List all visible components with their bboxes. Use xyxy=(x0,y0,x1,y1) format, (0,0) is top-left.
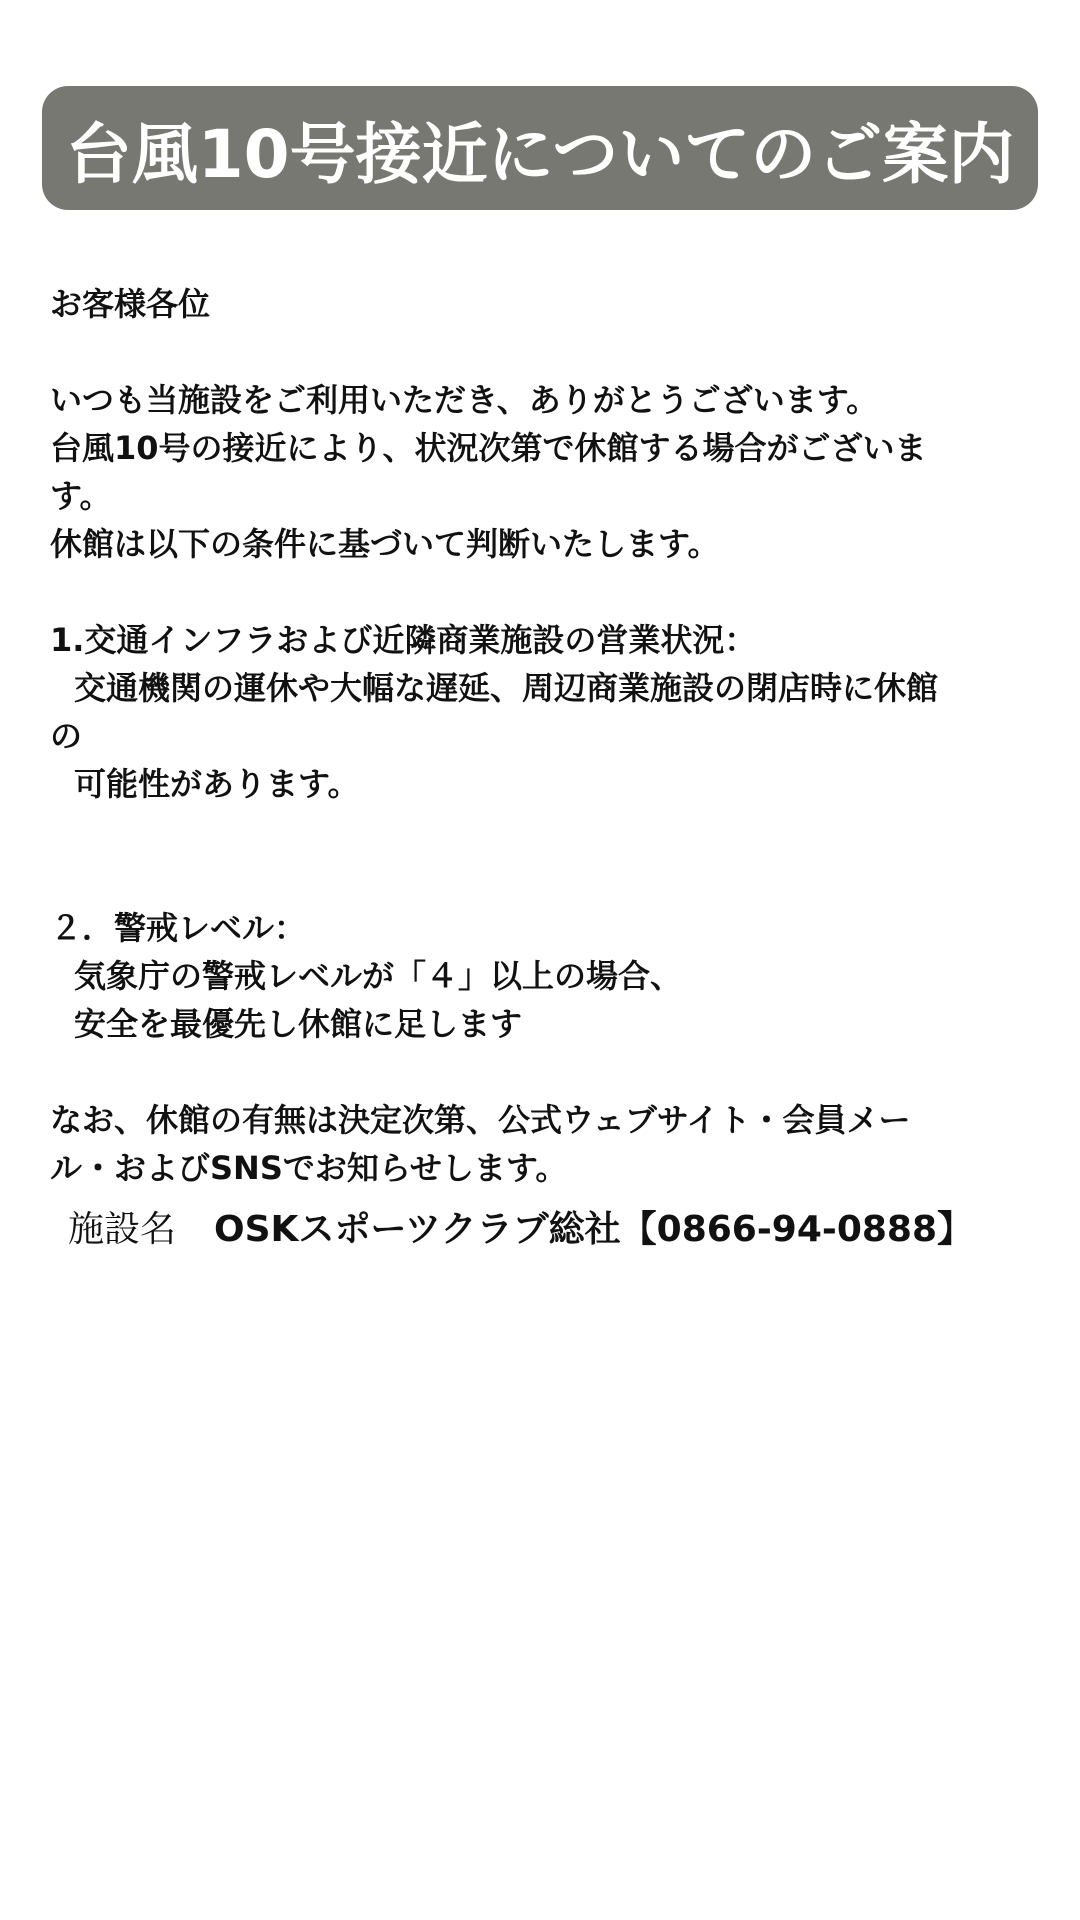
facility-label: 施設名 xyxy=(68,1209,177,1250)
notice-line-1: なお、休館の有無は決定次第、公式ウェブサイト・会員メー xyxy=(50,1101,911,1139)
condition2-line-2: 安全を最優先し休館に足します xyxy=(74,1005,523,1043)
intro-line-1: いつも当施設をご利用いただき、ありがとうございます。 xyxy=(50,381,879,419)
facility-info xyxy=(50,1202,1030,1258)
spacer xyxy=(50,1048,1030,1096)
condition1-heading: 1.交通インフラおよび近隣商業施設の営業状況： xyxy=(50,621,757,659)
spacer xyxy=(50,568,1030,616)
spacer xyxy=(50,808,1030,904)
page-title: 台風10号接近についてのご案内 xyxy=(65,115,1015,193)
intro-line-4: 休館は以下の条件に基づいて判断いたします。 xyxy=(50,525,720,563)
intro-line-2: 台風10号の接近により、状況次第で休館する場合がございま xyxy=(50,429,927,467)
condition1-line-3: 可能性があります。 xyxy=(74,765,360,803)
condition1-line-2: の xyxy=(50,717,83,755)
intro-line-3: す。 xyxy=(50,477,112,515)
condition1-line-1: 交通機関の運休や大幅な遅延、周辺商業施設の閉店時に休館 xyxy=(74,669,939,707)
title-banner xyxy=(42,86,1038,210)
spacer xyxy=(50,328,1030,376)
facility-name-phone: OSKスポーツクラブ総社【0866-94-0888】 xyxy=(214,1209,974,1250)
notice-line-2: ル・およびSNSでお知らせします。 xyxy=(50,1149,568,1187)
condition2-line-1: 気象庁の警戒レベルが「４」以上の場合、 xyxy=(74,957,683,995)
notice-body xyxy=(50,280,1030,1258)
condition2-heading: ２．警戒レベル： xyxy=(50,909,307,947)
salutation: お客様各位 xyxy=(50,285,211,323)
